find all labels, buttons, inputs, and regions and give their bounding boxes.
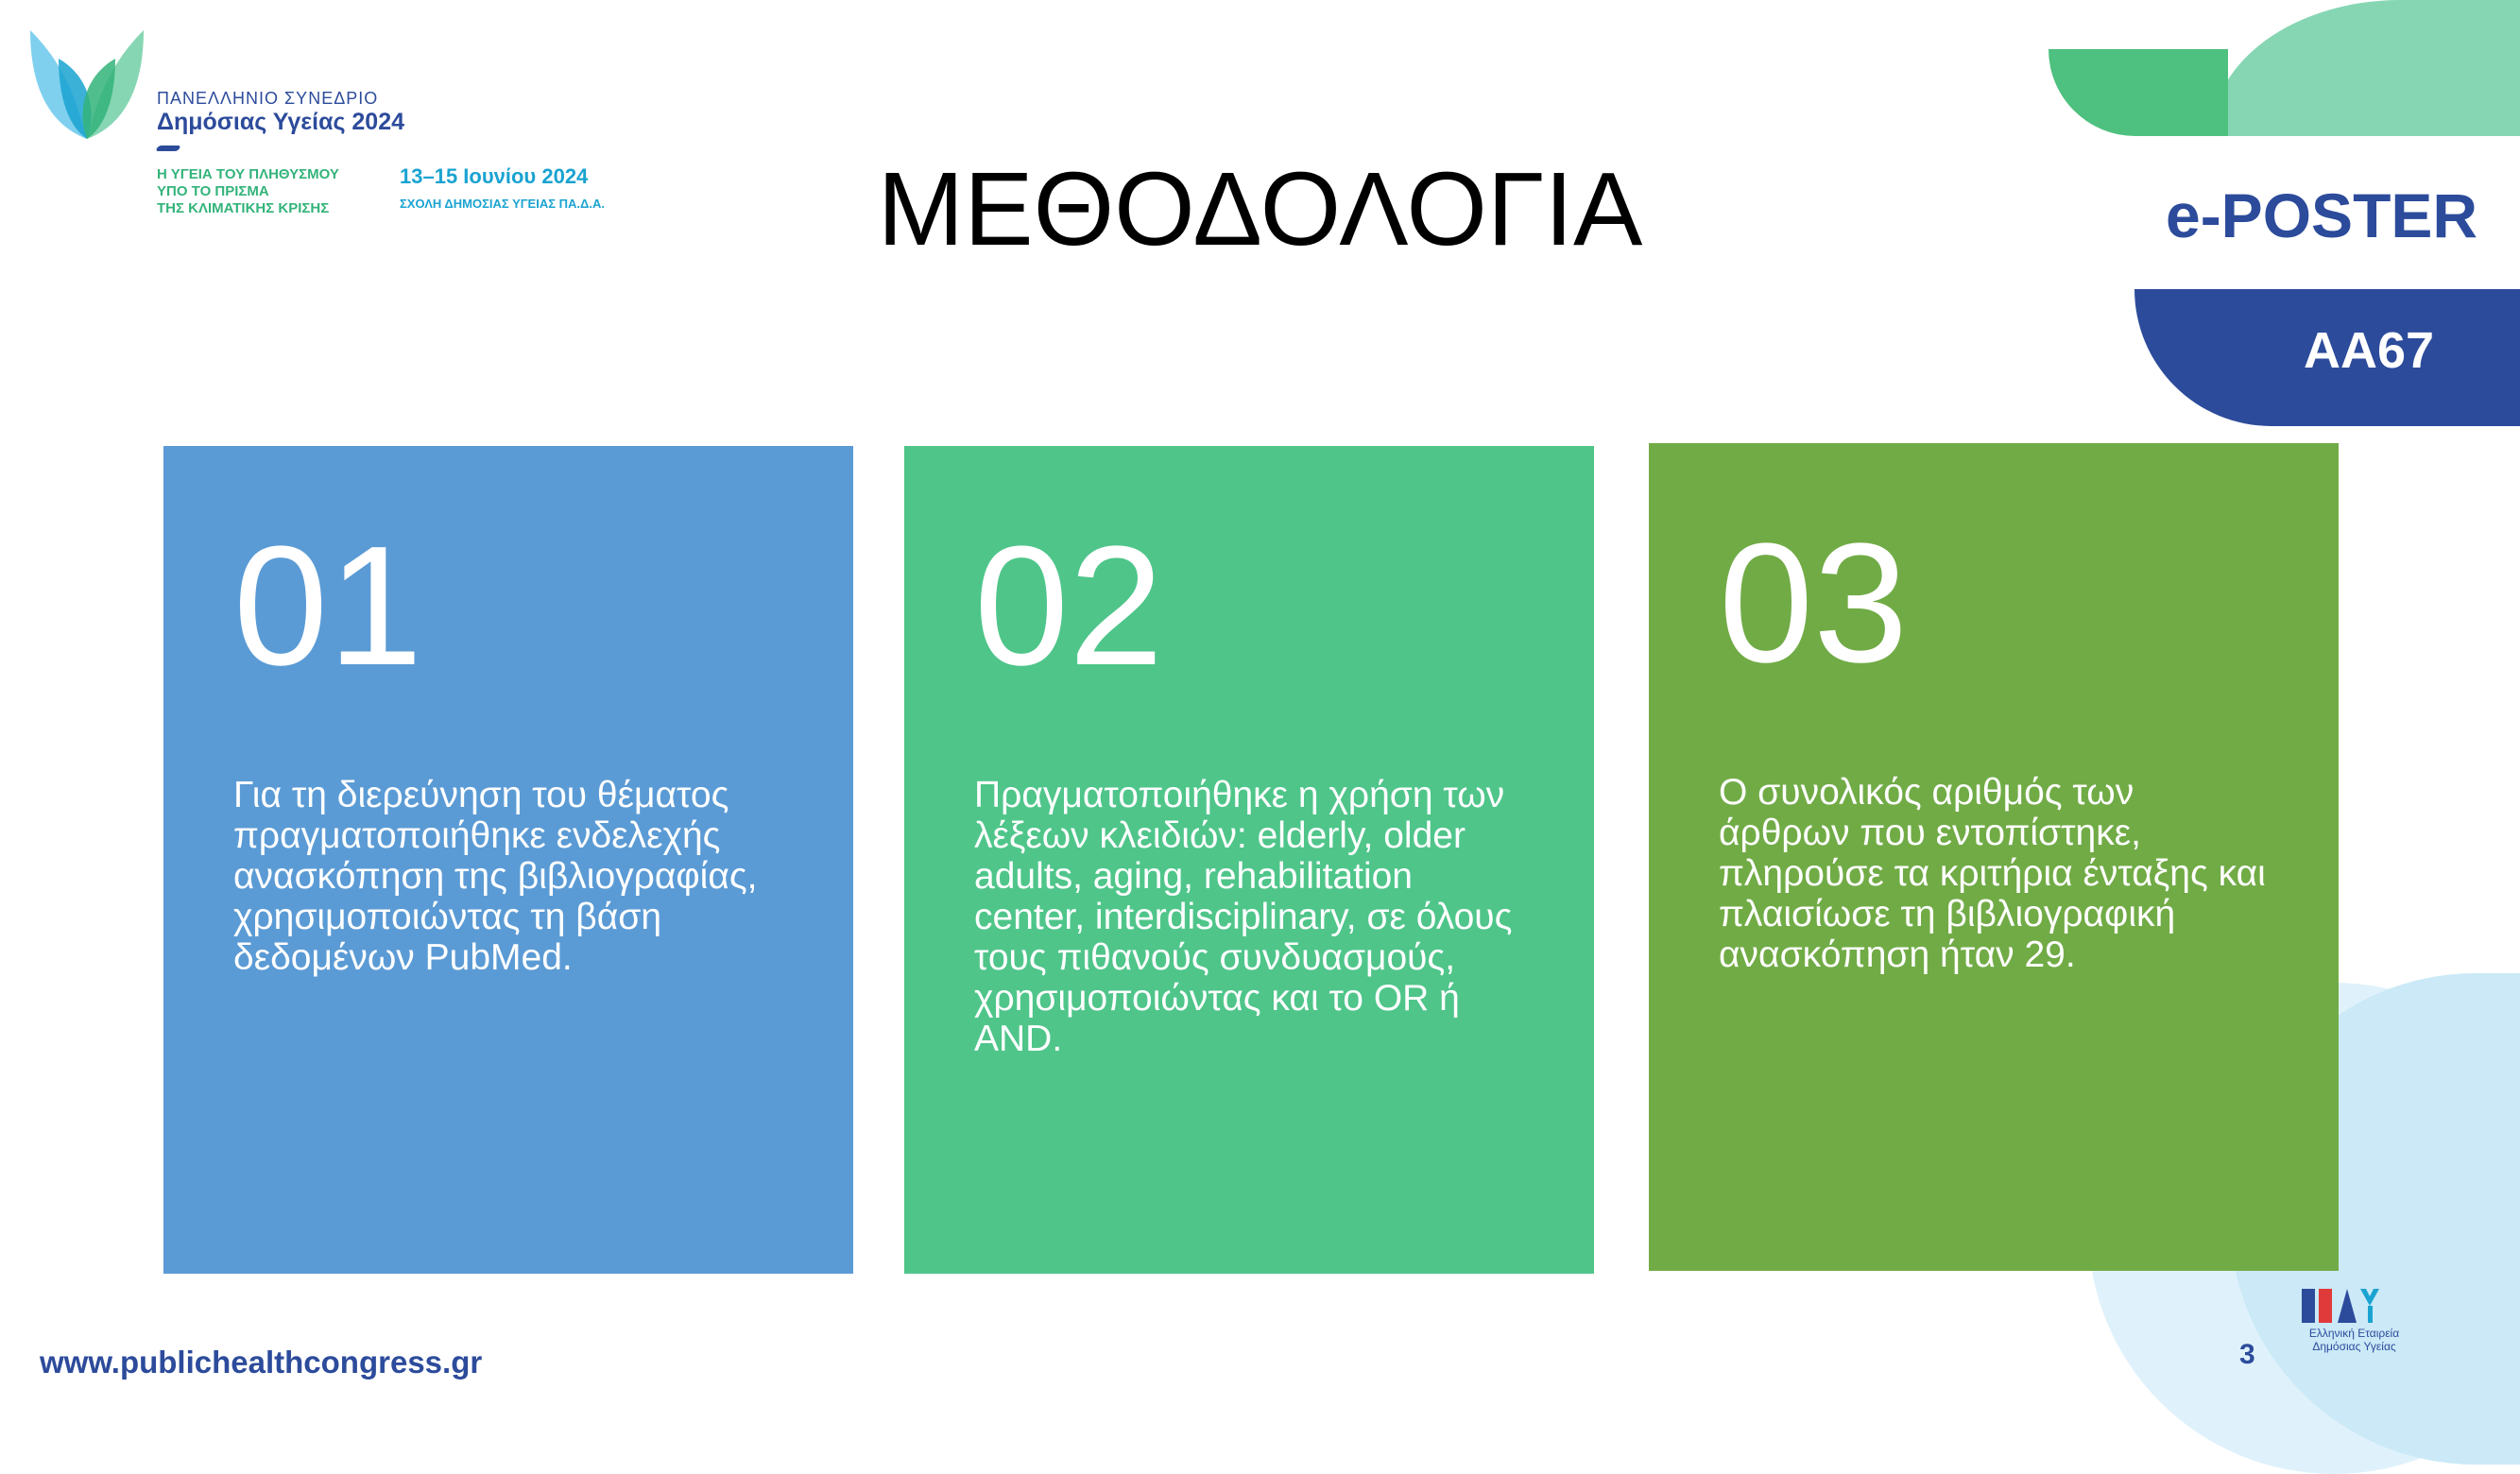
method-card-2 — [904, 446, 1594, 1274]
page-number: 3 — [2239, 1339, 2255, 1370]
card-number: 01 — [233, 511, 423, 701]
congress-logo-icon — [21, 21, 153, 144]
congress-dates: 13–15 Ιουνίου 2024 — [400, 164, 589, 188]
card-text: Ο συνολικός αριθμός των άρθρων που εντοπίστηκε, πληρούσε τα κριτήρια ένταξης και πλαισίωσε τη βιβλιογραφική ανασκόπηση ήταν 29. — [1719, 772, 2266, 975]
decor-leaf-light — [2211, 0, 2520, 136]
congress-venue: ΣΧΟΛΗ ΔΗΜΟΣΙΑΣ ΥΓΕΙΑΣ ΠΑ.Δ.Α. — [400, 197, 605, 211]
eposter-label: e-POSTER — [2166, 180, 2478, 250]
card-text: Για τη διερεύνηση του θέματος πραγματοποιήθηκε ενδελεχής ανασκόπηση της βιβλιογραφίας, χρησιμοποιώντας τη βάση δεδομένων PubMed. — [233, 775, 758, 978]
congress-website-link[interactable]: www.publichealthcongress.gr — [40, 1345, 483, 1380]
method-card-1 — [163, 446, 853, 1274]
congress-subtitle: Δημόσιας Υγείας 2024 — [157, 109, 405, 135]
decor-leaf-dark — [2049, 49, 2228, 136]
congress-name: ΠΑΝΕΛΛΗΝΙΟ ΣΥΝΕΔΡΙΟ — [157, 89, 379, 108]
card-text: Πραγματοποιήθηκε η χρήση των λέξεων κλειδιών: elderly, older adults, aging, rehabilitation center, interdisciplinary, σε όλους τους πιθανούς συνδυασμούς, χρησιμοποιώντας και το OR ή AND. — [974, 775, 1513, 1059]
card-number: 02 — [974, 511, 1164, 701]
card-number: 03 — [1719, 508, 1909, 698]
page-title: ΜΕΘΟΔΟΛΟΓΙΑ — [877, 151, 1643, 267]
eedy-org-name: Ελληνική Εταιρεία Δημόσιας Υγείας — [2308, 1327, 2400, 1353]
method-card-3 — [1649, 443, 2339, 1271]
congress-theme: Η ΥΓΕΙΑ ΤΟΥ ΠΛΗΘΥΣΜΟΥ ΥΠΟ ΤΟ ΠΡΙΣΜΑ ΤΗΣ ΚΛΙΜΑΤΙΚΗΣ ΚΡΙΣΗΣ — [157, 166, 339, 216]
poster-code: AA67 — [2304, 322, 2435, 379]
